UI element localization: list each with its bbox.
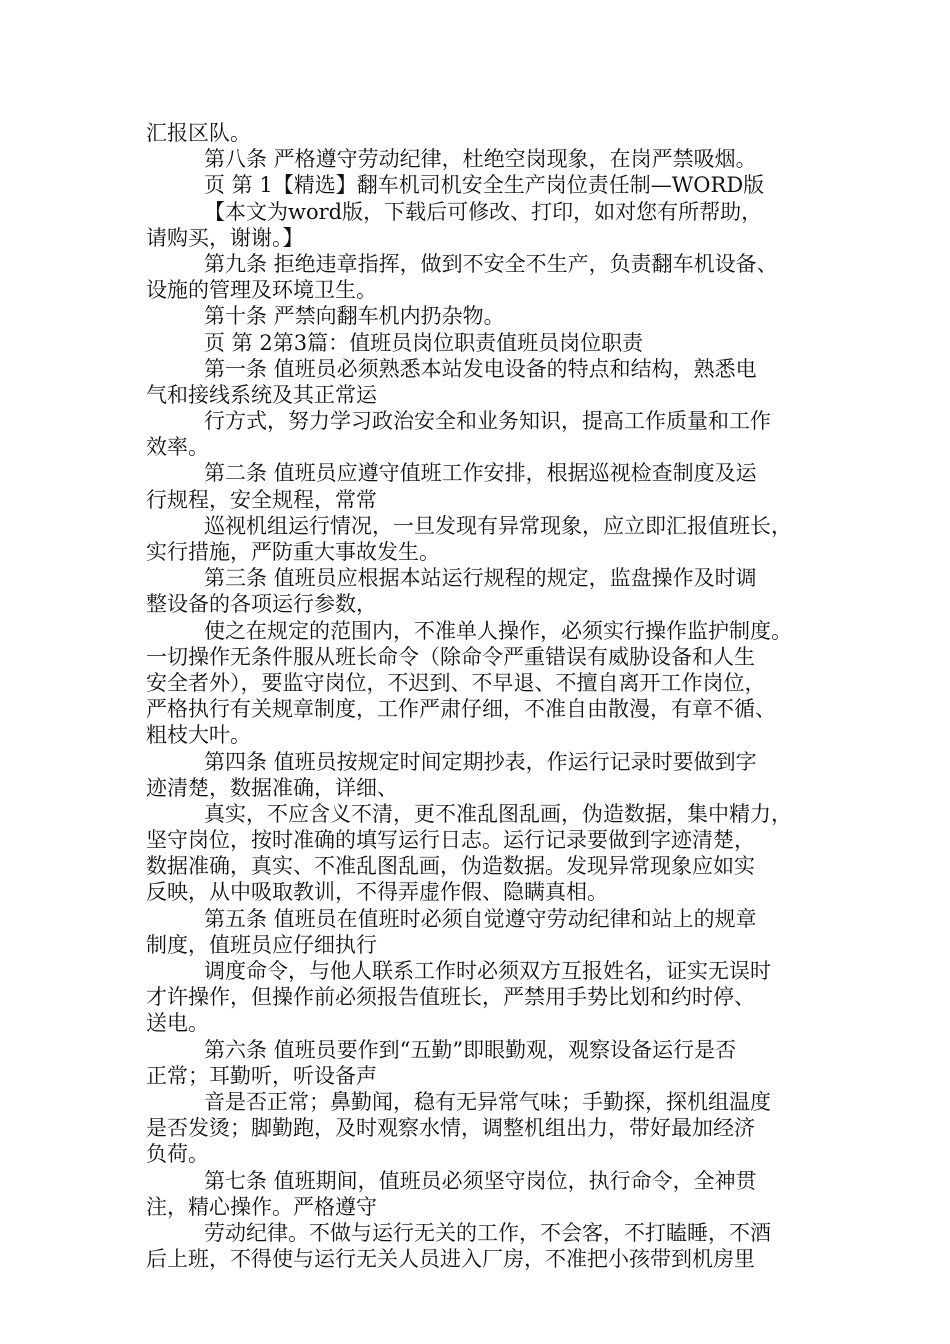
text-line: 是否发烫；脚勤跑，及时观察水情，调整机组出力，带好最加经济 bbox=[146, 1116, 755, 1141]
text-line: 一切操作无条件服从班长命令（除命令严重错误有威胁设备和人生 bbox=[146, 644, 755, 669]
text-line: 设施的管理及环境卫生。 bbox=[146, 278, 377, 303]
text-line: 负荷。 bbox=[146, 1142, 209, 1167]
text-line: 第七条 值班期间，值班员必须坚守岗位，执行命令，全神贯 bbox=[204, 1168, 757, 1193]
text-line: 页 第 1【精选】翻车机司机安全生产岗位责任制—WORD版 bbox=[204, 173, 765, 198]
text-line: 正常；耳勤听，听设备声 bbox=[146, 1063, 377, 1088]
text-line: 巡视机组运行情况，一旦发现有异常现象，应立即汇报值班长， bbox=[204, 513, 792, 538]
document-body bbox=[146, 120, 816, 1272]
text-line: 第二条 值班员应遵守值班工作安排，根据巡视检查制度及运 bbox=[204, 461, 757, 486]
text-line: 制度，值班员应仔细执行 bbox=[146, 932, 377, 957]
text-line: 第九条 拒绝违章指挥，做到不安全不生产，负责翻车机设备、 bbox=[204, 251, 778, 276]
text-line: 第八条 严格遵守劳动纪律，杜绝空岗现象，在岗严禁吸烟。 bbox=[204, 147, 757, 172]
text-line: 迹清楚，数据准确，详细、 bbox=[146, 775, 398, 800]
text-line: 送电。 bbox=[146, 1011, 209, 1036]
text-line: 安全者外），要监守岗位，不迟到、不早退、不擅自离开工作岗位， bbox=[146, 670, 766, 695]
text-line: 整设备的各项运行参数， bbox=[146, 592, 377, 617]
text-line: 第一条 值班员必须熟悉本站发电设备的特点和结构，熟悉电 bbox=[204, 356, 757, 381]
text-line: 粗枝大叶。 bbox=[146, 723, 251, 748]
text-line: 页 第 2第3篇：值班员岗位职责值班员岗位职责 bbox=[204, 330, 644, 355]
text-line: 劳动纪律。不做与运行无关的工作，不会客，不打瞌睡，不酒 bbox=[204, 1220, 771, 1245]
text-line: 气和接线系统及其正常运 bbox=[146, 382, 377, 407]
text-line: 坚守岗位，按时准确的填写运行日志。运行记录要做到字迹清楚， bbox=[146, 828, 755, 853]
text-line: 严格执行有关规章制度，工作严肃仔细，不准自由散漫，有章不循、 bbox=[146, 697, 776, 722]
text-line: 第十条 严禁向翻车机内扔杂物。 bbox=[204, 304, 505, 329]
text-line: 【本文为word版，下载后可修改、打印，如对您有所帮助， bbox=[204, 199, 763, 224]
text-line: 数据准确，真实、不准乱图乱画，伪造数据。发现异常现象应如实 bbox=[146, 854, 755, 879]
text-line: 第三条 值班员应根据本站运行规程的规定，监盘操作及时调 bbox=[204, 566, 757, 591]
text-line: 第六条 值班员要作到“五勤”即眼勤观，观察设备运行是否 bbox=[204, 1037, 737, 1062]
text-line: 使之在规定的范围内，不准单人操作，必须实行操作监护制度。 bbox=[204, 618, 792, 643]
text-line: 第五条 值班员在值班时必须自觉遵守劳动纪律和站上的规章 bbox=[204, 906, 757, 931]
text-line: 行方式，努力学习政治安全和业务知识，提高工作质量和工作 bbox=[204, 409, 771, 434]
text-line: 实行措施，严防重大事故发生。 bbox=[146, 540, 440, 564]
text-line: 才许操作，但操作前必须报告值班长，严禁用手势比划和约时停、 bbox=[146, 985, 755, 1010]
text-line: 行规程，安全规程，常常 bbox=[146, 487, 377, 512]
text-line: 请购买，谢谢。】 bbox=[146, 225, 304, 250]
text-line: 注，精心操作。严格遵守 bbox=[146, 1194, 377, 1219]
text-line: 真实，不应含义不清，更不准乱图乱画，伪造数据，集中精力， bbox=[204, 801, 792, 826]
text-line: 第四条 值班员按规定时间定期抄表，作运行记录时要做到字 bbox=[204, 749, 757, 774]
text-line: 调度命令，与他人联系工作时必须双方互报姓名，证实无误时 bbox=[204, 959, 771, 983]
text-line: 音是否正常；鼻勤闻，稳有无异常气味；手勤探，探机组温度 bbox=[204, 1089, 771, 1114]
text-line: 汇报区队。 bbox=[146, 121, 251, 145]
text-line: 后上班，不得使与运行无关人员进入厂房，不准把小孩带到机房里 bbox=[146, 1247, 755, 1272]
text-line: 反映，从中吸取教训，不得弄虚作假、隐瞒真相。 bbox=[146, 880, 608, 905]
text-line: 效率。 bbox=[146, 435, 209, 460]
